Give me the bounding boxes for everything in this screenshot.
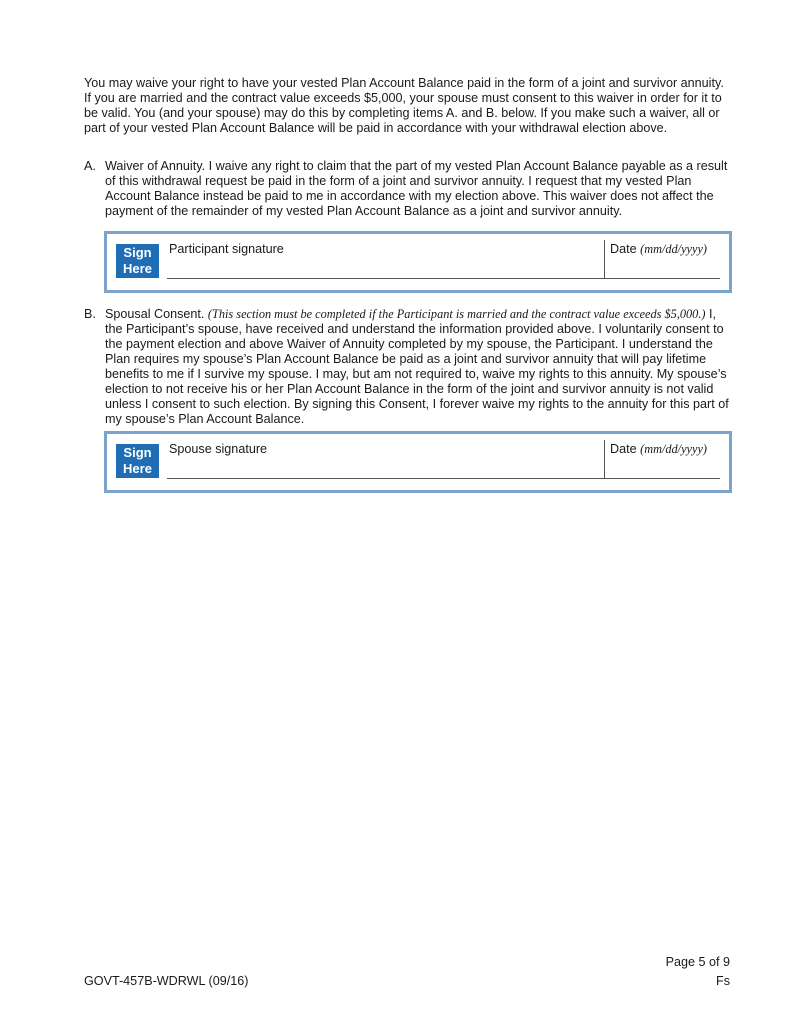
- section-b-spousal-consent: [84, 307, 734, 427]
- sign-here-line2: Here: [123, 461, 152, 476]
- spouse-sign-box: [104, 431, 732, 493]
- date-format-hint: (mm/dd/yyyy): [640, 242, 708, 256]
- sign-here-line1: Sign: [123, 245, 152, 260]
- section-b-note: (This section must be completed if the Participant is married and the contract value exceeds $5,000.): [207, 307, 706, 321]
- date-format-hint: (mm/dd/yyyy): [640, 442, 708, 456]
- spouse-signature-label: Spouse signature: [169, 442, 268, 456]
- form-code: Fs: [716, 974, 730, 988]
- sign-here-line2: Here: [123, 261, 152, 276]
- section-a-waiver-of-annuity: [84, 159, 734, 219]
- form-id: GOVT-457B-WDRWL (09/16): [84, 974, 249, 988]
- section-b-text: [105, 307, 734, 427]
- spouse-date-label: Date (mm/dd/yyyy): [610, 442, 708, 456]
- sign-here-badge: [116, 244, 159, 278]
- participant-date-label: Date (mm/dd/yyyy): [610, 242, 708, 256]
- sign-here-line1: Sign: [123, 445, 152, 460]
- spouse-date-field[interactable]: [604, 440, 720, 479]
- participant-sign-box: [104, 231, 732, 293]
- page-number: Page 5 of 9: [665, 955, 730, 969]
- section-b-marker: B.: [84, 307, 96, 321]
- section-a-text: Waiver of Annuity. I waive any right to claim that the part of my vested Plan Account Balance payable as a result of this withdrawal request be paid in the form of a joint and survivor annuity. I request that my vested Plan Account Balance instead be paid to me in accordance with my election above. This waiver does not affect the payment of the remainder of my vested Plan Account Balance as a joint and survivor annuity.: [105, 159, 728, 218]
- spouse-signature-field[interactable]: [167, 440, 604, 479]
- section-a-marker: A.: [84, 159, 96, 173]
- participant-signature-field[interactable]: [167, 240, 604, 279]
- sign-here-badge: [116, 444, 159, 478]
- participant-signature-label: Participant signature: [169, 242, 284, 256]
- participant-date-field[interactable]: [604, 240, 720, 279]
- section-b-title: Spousal Consent.: [105, 307, 205, 321]
- intro-paragraph: You may waive your right to have your vested Plan Account Balance paid in the form of a joint and survivor annuity. If you are married and the contract value exceeds $5,000, your spouse must consent to this waiver in order for it to be valid. You (and your spouse) may do this by completing items A. and B. below. If you make such a waiver, all or part of your vested Plan Account Balance will be paid in accordance with your withdrawal election above.: [84, 76, 724, 135]
- section-b-body: I, the Participant’s spouse, have received and understand the information provided above. I voluntarily consent to the payment election and above Waiver of Annuity completed by my spouse, the Participant. I understand the Plan requires my spouse’s Plan Account Balance be paid as a joint and survivor annuity that will pay lifetime benefits to me if I survive my spouse. I may, but am not required to, waive my rights to this annuity. My spouse’s election to not receive his or her Plan Account Balance in the form of the joint and survivor annuity is not valid unless I consent to such election. By signing this Consent, I forever waive my rights to the annuity for this part of my spouse’s Plan Account Balance.: [105, 307, 729, 426]
